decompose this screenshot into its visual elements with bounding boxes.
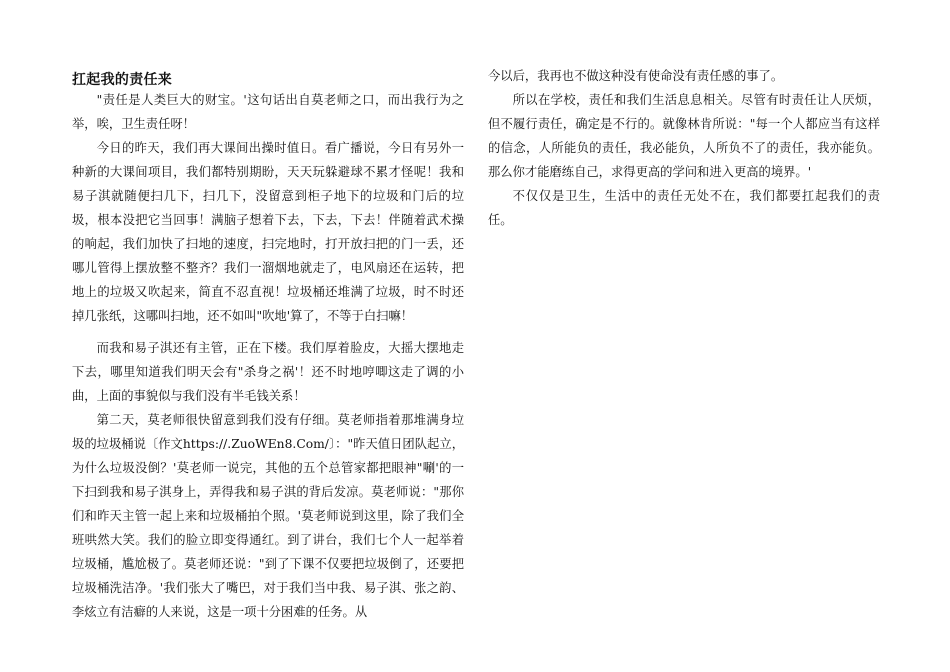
paragraph-4: 第二天，莫老师很快留意到我们没有仔细。莫老师指着那堆满身垃圾的垃圾桶说〔作文https://.ZuoWEn8.Com/〕："昨天值日团队起立，为什么垃圾没倒？'莫老师一说完，其他的五个总管家都把眼神"唰'的一下扫到我和易子淇身上，弄得我和易子淇的背后发凉。莫老师说："那你们和昨天主管一起上来和垃圾桶拍个照。'莫老师说到这里，除了我们全班哄然大笑。我们的脸立即变得通红。到了讲台，我们七个人一起举着垃圾桶，尴尬极了。莫老师还说："到了下课不仅要把垃圾倒了，还要把垃圾桶洗洁净。'我们张大了嘴巴，对于我们当中我、易子淇、张之韵、李炫立有洁癖的人来说，这是一项十分困难的任务。从 [72, 413, 464, 619]
paragraph-1: "责任是人类巨大的财宝。'这句话出自莫老师之口，而出我行为之举，唉，卫生责任呀！ [72, 93, 464, 131]
document-title: 扛起我的责任来 [72, 72, 173, 88]
paragraph-6: 不仅仅是卫生，生活中的责任无处不在，我们都要扛起我们的责任。 [488, 189, 880, 227]
paragraph-continuation: 今以后，我再也不做这种没有使命没有责任感的事了。 [488, 69, 784, 83]
paragraph-3: 而我和易子淇还有主管，正在下楼。我们厚着脸皮，大摇大摆地走下去，哪里知道我们明天会有"杀身之祸'！还不时地哼唧这走了调的小曲，上面的事貌似与我们没有半毛钱关系！ [72, 341, 464, 403]
paragraph-2: 今日的昨天，我们再大课间出操时值日。看广播说，今日有另外一种新的大课间项目，我们都特别期盼，天天玩躲避球不累才怪呢！我和易子淇就随便扫几下，扫几下，没留意到柜子地下的垃圾和门后的垃圾，根本没把它当回事！满脑子想着下去，下去，下去！伴随着武术操的响起，我们加快了扫地的速度，扫完地时，打开放扫把的门一丢，还哪儿管得上摆放整不整齐？我们一溜烟地就走了，电风扇还在运转，把地上的垃圾又吹起来，简直不忍直视！垃圾桶还堆满了垃圾，时不时还掉几张纸，这哪叫扫地，还不如叫"吹地'算了，不等于白扫嘛！ [72, 141, 464, 323]
paragraph-5: 所以在学校，责任和我们生活息息相关。尽管有时责任让人厌烦，但不履行责任，确定是不行的。就像林肯所说："每一个人都应当有这样的信念，人所能负的责任，我必能负，人所负不了的责任，我亦能负。那么你才能磨练自己，求得更高的学问和进入更高的境界。' [488, 93, 880, 179]
